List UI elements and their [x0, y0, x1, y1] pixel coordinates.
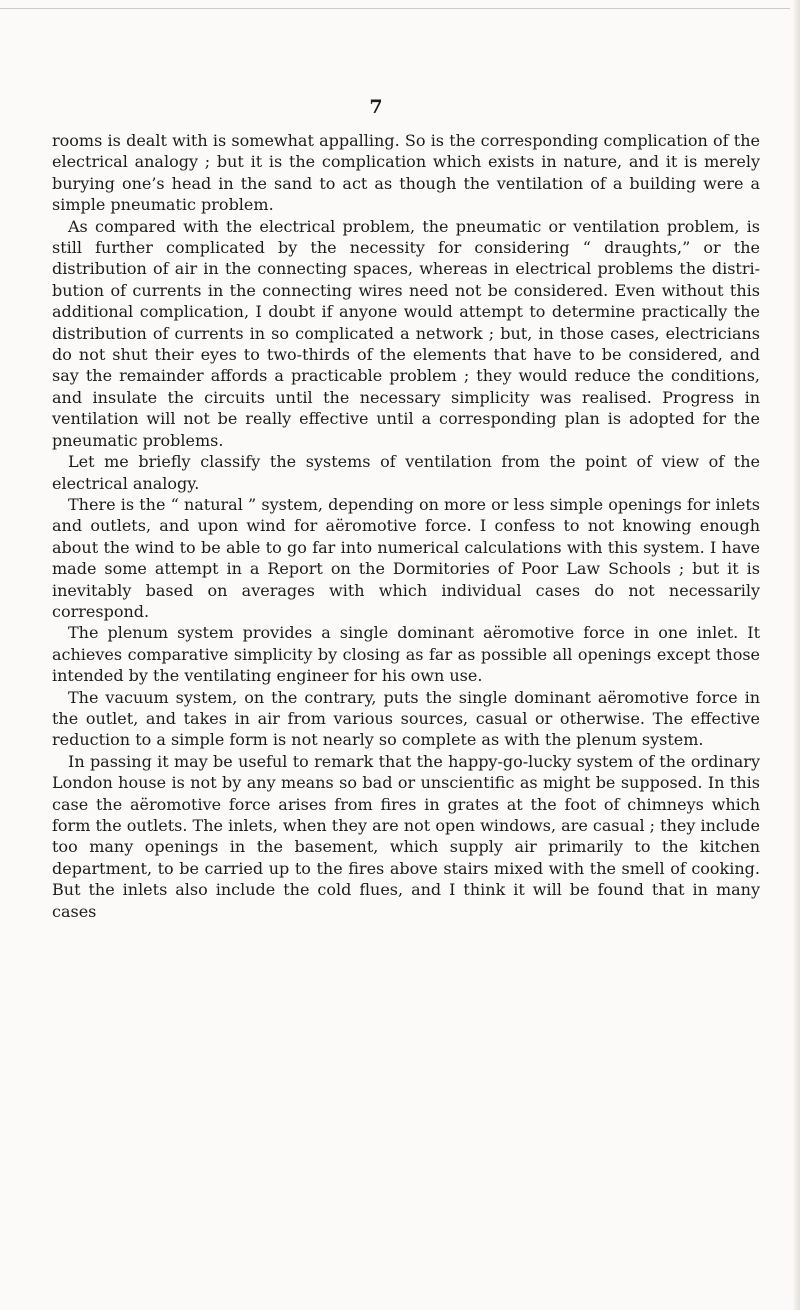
paragraph: In passing it may be useful to remark that the happy-go-lucky system of the ordinary London house is not by any means so bad or unscientific as might be supposed. In this case the aëromotive force arises from fires in grates at the foot of chimneys which form the outlets. The inlets, when they are not open windows, are casual ; they include too many openings in the basement, which supply air primarily to the kitchen department, to be carried up to the fires above stairs mixed with the smell of cooking. But the inlets also include the cold flues, and I think it will be found that in many cases — [52, 751, 760, 921]
paragraph: There is the “ natural ” system, depending on more or less simple openings for inlets and outlets, and upon wind for aëromotive force. I confess to not knowing enough about the wind to be able to go far into numerical calculations with this system. I have made some attempt in a Report on the Dormitories of Poor Law Schools ; but it is inevitably based on averages with which individual cases do not necessarily correspond. — [52, 494, 760, 621]
top-edge-rule — [0, 8, 790, 9]
paragraph: Let me briefly classify the systems of ventilation from the point of view of the electrical analogy. — [52, 452, 760, 493]
body-text — [52, 130, 760, 922]
page-right-edge — [794, 0, 800, 1310]
paragraph: The plenum system provides a single dominant aëromotive force in one inlet. It achieves comparative simplicity by closing as far as possible all openings except those intended by the ventilating engineer for his own use. — [52, 623, 760, 686]
paragraph: rooms is dealt with is somewhat appalling. So is the corresponding complication of the electrical analogy ; but it is the complication which exists in nature, and it is merely burying one’s head in the sand to act as though the ventilation of a building were a simple pneumatic problem. — [52, 131, 760, 215]
paragraph: As compared with the electrical problem, the pneumatic or ventilation problem, is still further complicated by the necessity for considering “ draughts,” or the distribution of air in the connecting spaces, whereas in electrical problems the distribution of currents in the connecting wires need not be considered. Even without this additional complication, I doubt if anyone would attempt to determine practically the distribution of currents in so complicated a network ; but, in those cases, electricians do not shut their eyes to two-thirds of the elements that have to be considered, and say the remainder affords a practicable problem ; they would reduce the conditions, and insulate the circuits until the necessary simplicity was realised. Progress in ventilation will not be really effective until a corresponding plan is adopted for the pneumatic problems. — [52, 216, 760, 450]
paragraph: The vacuum system, on the contrary, puts the single dominant aëromotive force in the outlet, and takes in air from various sources, casual or otherwise. The effective reduction to a simple form is not nearly so complete as with the plenum system. — [52, 687, 760, 750]
page-number: 7 — [369, 96, 383, 118]
